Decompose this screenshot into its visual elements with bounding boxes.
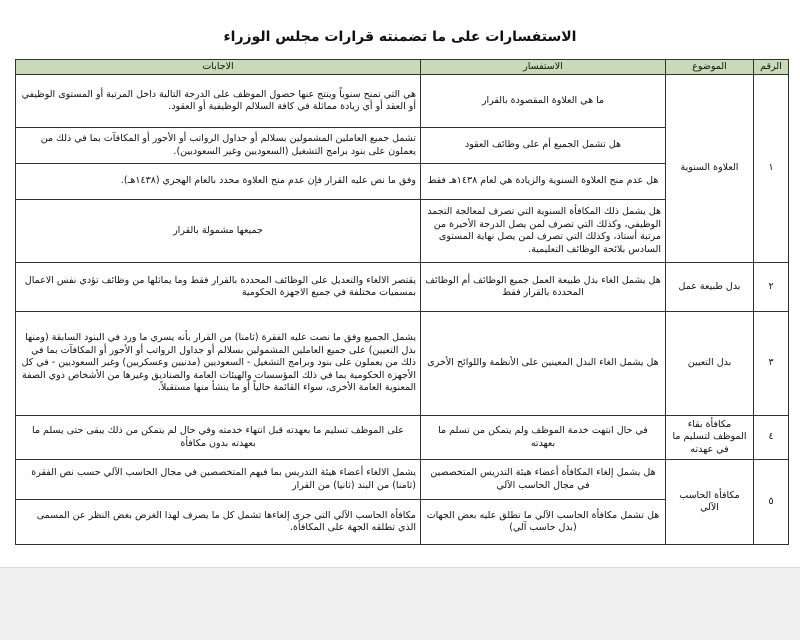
row-number: ٣ — [754, 312, 789, 416]
inquiry-cell: هل يشمل إلغاء المكافأة أعضاء هيئة التدريس المتخصصين في مجال الحاسب الآلي — [421, 460, 666, 500]
row-number: ٢ — [754, 263, 789, 312]
header-subject: الموضوع — [666, 60, 754, 75]
row-subject: بدل طبيعة عمل — [666, 263, 754, 312]
table-row — [16, 312, 789, 416]
row-number: ٥ — [754, 460, 789, 545]
inquiry-cell: هل عدم منح العلاوة السنوية والزيادة هي لعام ١٤٣٨هـ فقط — [421, 164, 666, 200]
inquiry-cell: ما هي العلاوة المقصودة بالقرار — [421, 75, 666, 128]
header-number: الرقم — [754, 60, 789, 75]
row-subject: العلاوة السنوية — [666, 75, 754, 263]
inquiry-cell: هل يشمل ذلك المكافأة السنوية التي تصرف لمعالجة التجمد الوظيفي، وكذلك التي تصرف لمن يصل الدرجة الأخيرة من مرتبة أستاذ، وكذلك التي تصرف لمن يصل نهاية المستوى السادس بلائحة الوظائف التعليمية. — [421, 200, 666, 263]
table-row — [16, 263, 789, 312]
answer-cell: يشمل الالغاء أعضاء هيئة التدريس بما فيهم المتخصصين في مجال الحاسب الآلي حسب نص الفقرة (ثامنا) من البند (ثانيا) من القرار — [16, 460, 421, 500]
answer-cell: يشمل الجميع وفق ما نصت عليه الفقرة (ثامنا) من القرار بأنه يسري ما ورد في البنود السابقة (ومنها بدل التعيين) على جميع العاملين المشمولين بسلالم أو جداول الرواتب أو الأجور أو المكافآت بما في ذلك من يعملون على بنود وبرامج التشغيل - السعوديين (مدنيين وعسكريين) وغير السعوديين - في كل الأجهزة الحكومية بما في ذلك المؤسسات والهيئات العامة والصناديق وغيرها من الأشخاص ذوي الصفة المعنوية العامة الأخرى، سواء القائمة حالياً أو ما ينشأ منها مستقبلاً. — [16, 312, 421, 416]
table-row — [16, 460, 789, 500]
inquiries-table — [15, 59, 789, 545]
header-answers: الاجابات — [16, 60, 421, 75]
answer-cell: تشمل جميع العاملين المشمولين بسلالم أو جداول الرواتب أو الأجور أو المكافآت بما في ذلك من يعملون على بنود برامج التشغيل (السعوديين وغير السعوديين). — [16, 128, 421, 164]
row-subject: بدل التعيين — [666, 312, 754, 416]
answer-cell: وفق ما نص عليه القرار فإن عدم منح العلاوة محدد بالعام الهجري (١٤٣٨هـ). — [16, 164, 421, 200]
answer-cell: على الموظف تسليم ما بعهدته قبل انتهاء خدمته وفي حال لم يتمكن من ذلك يبقى حتى يسلم ما بعهدته بدون مكافأة — [16, 416, 421, 460]
page-title: الاستفسارات على ما تضمنته قرارات مجلس الوزراء — [223, 29, 577, 45]
table-row — [16, 75, 789, 128]
answer-cell: هي التي تمنح سنوياً وينتج عنها حصول الموظف على الدرجة التالية داخل المرتبة أو المستوى الوظيفي أو العقد أو أي زيادة مماثلة في كافة السلالم الوظيفية أو العقود. — [16, 75, 421, 128]
row-number: ١ — [754, 75, 789, 263]
row-number: ٤ — [754, 416, 789, 460]
inquiry-cell: هل تشمل الجميع أم على وظائف العقود — [421, 128, 666, 164]
row-subject: مكافأة الحاسب الآلي — [666, 460, 754, 545]
answer-cell: يقتصر الالغاء والتعديل على الوظائف المحددة بالقرار فقط وما يماثلها من وظائف تؤدي نفس الاعمال بمسميات مختلفة في جميع الاجهزة الحكومية — [16, 263, 421, 312]
inquiry-cell: هل يشمل الغاء بدل طبيعة العمل جميع الوظائف أم الوظائف المحددة بالقرار فقط — [421, 263, 666, 312]
inquiry-cell: في حال انتهت خدمة الموظف ولم يتمكن من تسلم ما بعهدته — [421, 416, 666, 460]
table-row — [16, 416, 789, 460]
header-inquiry: الاستفسار — [421, 60, 666, 75]
row-subject: مكافأة بقاء الموظف لتسليم ما في عهدته — [666, 416, 754, 460]
answer-cell: مكافأة الحاسب الآلي التي جرى إلغاءها تشمل كل ما يصرف لهذا الغرض بغض النظر عن المسمى الذي تطلقه الجهة على المكافأة. — [16, 500, 421, 545]
viewer-background — [0, 567, 800, 640]
inquiry-cell: هل يشمل الغاء البدل المعينين على الأنظمة واللوائح الأخرى — [421, 312, 666, 416]
inquiry-cell: هل تشمل مكافأة الحاسب الآلي ما تطلق عليه بعض الجهات (بدل حاسب آلي) — [421, 500, 666, 545]
header-row — [16, 60, 789, 75]
answer-cell: جميعها مشمولة بالقرار — [16, 200, 421, 263]
